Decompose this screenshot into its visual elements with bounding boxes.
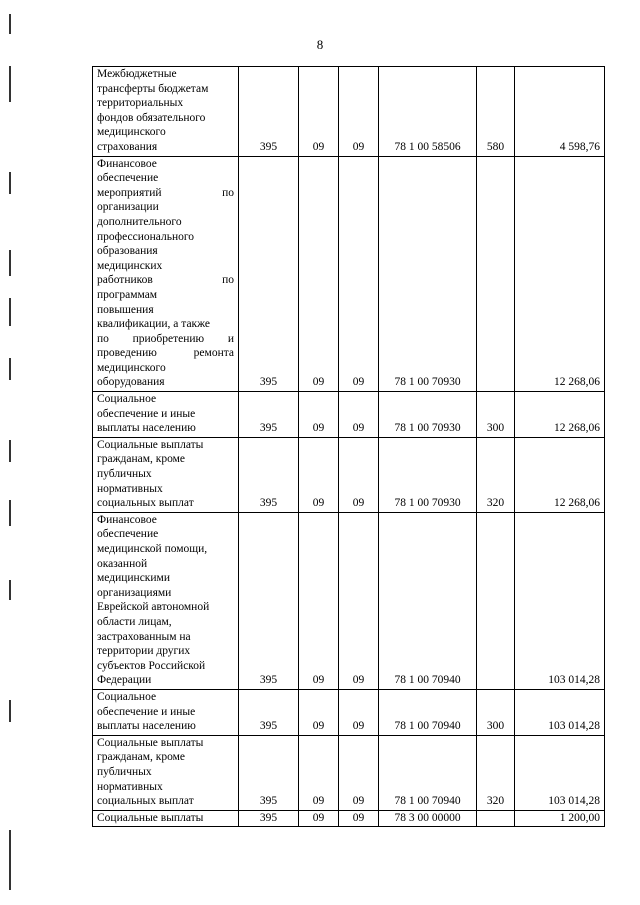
description-line: Финансовое — [97, 157, 157, 170]
table-row — [93, 512, 605, 689]
description-line: проведению ремонта — [97, 347, 234, 360]
description-line: работников по — [97, 274, 234, 287]
target-article-cell: 78 3 00 00000 — [379, 810, 477, 827]
table-row — [93, 437, 605, 512]
section-code-cell: 09 — [299, 735, 339, 810]
table-row — [93, 392, 605, 438]
description-line: страхования — [97, 140, 158, 153]
table-row — [93, 156, 605, 392]
description-line: Социальное — [97, 393, 157, 406]
section-code-cell: 09 — [299, 810, 339, 827]
description-line: Еврейской автономной — [97, 601, 210, 614]
row-description — [93, 156, 239, 392]
ministry-code-cell: 395 — [239, 735, 299, 810]
description-line: нормативных — [97, 780, 163, 793]
description-line: обеспечение — [97, 172, 159, 185]
scan-margin-mark — [9, 14, 11, 34]
description-line: обеспечение — [97, 528, 159, 541]
description-line: квалификации, а также — [97, 318, 211, 331]
description-line: территориальных — [97, 97, 184, 110]
amount-cell: 103 014,28 — [515, 512, 605, 689]
ministry-code-cell: 395 — [239, 810, 299, 827]
table-row — [93, 67, 605, 157]
ministry-code-cell: 395 — [239, 689, 299, 735]
row-description — [93, 392, 239, 438]
description-line: обеспечение и иные — [97, 407, 196, 420]
amount-cell: 103 014,28 — [515, 735, 605, 810]
description-line: организации — [97, 201, 159, 214]
section-code-cell: 09 — [299, 67, 339, 157]
description-line: социальных выплат — [97, 795, 194, 808]
subsection-code-cell: 09 — [339, 437, 379, 512]
description-line: медицинской помощи, — [97, 543, 208, 555]
scan-margin-mark — [9, 358, 11, 380]
description-line: публичных — [97, 468, 152, 481]
description-line: медицинского — [97, 361, 166, 374]
subsection-code-cell: 09 — [339, 392, 379, 438]
table-row — [93, 689, 605, 735]
description-line: Федерации — [97, 674, 152, 687]
description-line: Социальные выплаты — [97, 438, 204, 451]
scan-margin-mark — [9, 500, 11, 526]
amount-cell: 12 268,06 — [515, 437, 605, 512]
description-line: Межбюджетные — [97, 68, 177, 80]
description-line: выплаты населению — [97, 422, 196, 435]
row-description — [93, 810, 239, 827]
description-line: медицинскими — [97, 572, 170, 585]
budget-table-body — [93, 67, 605, 827]
ministry-code-cell: 395 — [239, 156, 299, 392]
scan-margin-mark — [9, 172, 11, 194]
section-code-cell: 09 — [299, 689, 339, 735]
description-line: обеспечение и иные — [97, 705, 196, 718]
description-line: застрахованным на — [97, 630, 191, 643]
row-description — [93, 512, 239, 689]
target-article-cell: 78 1 00 58506 — [379, 67, 477, 157]
expense-type-cell: 320 — [477, 735, 515, 810]
expense-type-cell — [477, 512, 515, 689]
description-line: области лицам, — [97, 615, 172, 628]
section-code-cell: 09 — [299, 512, 339, 689]
page-number: 8 — [316, 37, 324, 52]
description-line: публичных — [97, 765, 152, 778]
description-line: трансферты бюджетам — [97, 82, 209, 95]
description-line: дополнительного — [97, 215, 182, 228]
amount-cell: 1 200,00 — [515, 810, 605, 827]
description-line: мероприятий по — [97, 186, 234, 199]
description-line: профессионального — [97, 230, 195, 243]
description-line: по приобретению и — [97, 332, 234, 345]
target-article-cell: 78 1 00 70930 — [379, 437, 477, 512]
table-row — [93, 810, 605, 827]
description-line: социальных выплат — [97, 497, 194, 510]
expense-type-cell: 580 — [477, 67, 515, 157]
expense-type-cell — [477, 810, 515, 827]
row-description — [93, 437, 239, 512]
target-article-cell: 78 1 00 70940 — [379, 512, 477, 689]
description-line: субъектов Российской — [97, 659, 206, 672]
subsection-code-cell: 09 — [339, 156, 379, 392]
description-line: организациями — [97, 586, 172, 599]
description-line: оборудования — [97, 376, 165, 389]
target-article-cell: 78 1 00 70930 — [379, 156, 477, 392]
expense-type-cell: 320 — [477, 437, 515, 512]
ministry-code-cell: 395 — [239, 512, 299, 689]
scan-margin-mark — [9, 440, 11, 462]
description-line: повышения — [97, 303, 154, 316]
subsection-code-cell: 09 — [339, 689, 379, 735]
row-description — [93, 689, 239, 735]
description-line: территории других — [97, 645, 191, 658]
section-code-cell: 09 — [299, 437, 339, 512]
description-line: фондов обязательного — [97, 111, 206, 124]
description-line: медицинского — [97, 126, 166, 139]
ministry-code-cell: 395 — [239, 67, 299, 157]
scan-margin-mark — [9, 830, 11, 890]
description-line: выплаты населению — [97, 720, 196, 733]
scan-margin-mark — [9, 700, 11, 722]
scan-margin-mark — [9, 298, 11, 326]
subsection-code-cell: 09 — [339, 512, 379, 689]
subsection-code-cell: 09 — [339, 735, 379, 810]
description-line: Финансовое — [97, 513, 157, 526]
scan-margin-mark — [9, 250, 11, 276]
expense-type-cell — [477, 156, 515, 392]
row-description — [93, 67, 239, 157]
scan-margin-mark — [9, 66, 11, 102]
description-line: гражданам, кроме — [97, 751, 186, 764]
description-line: Социальные выплаты — [97, 811, 204, 824]
scan-margin-mark — [9, 580, 11, 600]
target-article-cell: 78 1 00 70930 — [379, 392, 477, 438]
description-line: Социальное — [97, 690, 157, 703]
description-line: медицинских — [97, 259, 163, 272]
amount-cell: 12 268,06 — [515, 156, 605, 392]
amount-cell: 12 268,06 — [515, 392, 605, 438]
subsection-code-cell: 09 — [339, 67, 379, 157]
ministry-code-cell: 395 — [239, 437, 299, 512]
budget-table — [92, 66, 605, 827]
description-line: программам — [97, 288, 158, 301]
description-line: образования — [97, 245, 158, 258]
amount-cell: 103 014,28 — [515, 689, 605, 735]
row-description — [93, 735, 239, 810]
target-article-cell: 78 1 00 70940 — [379, 689, 477, 735]
ministry-code-cell: 395 — [239, 392, 299, 438]
target-article-cell: 78 1 00 70940 — [379, 735, 477, 810]
amount-cell: 4 598,76 — [515, 67, 605, 157]
expense-type-cell: 300 — [477, 392, 515, 438]
description-line: нормативных — [97, 482, 163, 495]
expense-type-cell: 300 — [477, 689, 515, 735]
description-line: гражданам, кроме — [97, 453, 186, 466]
section-code-cell: 09 — [299, 392, 339, 438]
table-row — [93, 735, 605, 810]
description-line: оказанной — [97, 557, 148, 570]
description-line: Социальные выплаты — [97, 736, 204, 749]
subsection-code-cell: 09 — [339, 810, 379, 827]
section-code-cell: 09 — [299, 156, 339, 392]
